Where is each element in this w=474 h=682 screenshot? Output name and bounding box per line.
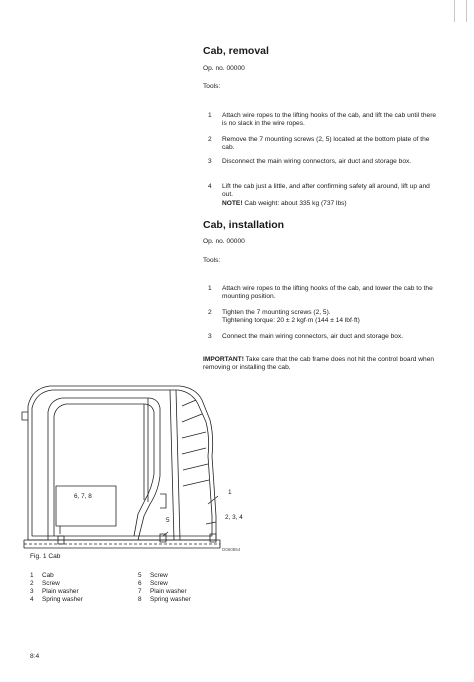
legend-item [138, 580, 168, 588]
legend-number: 2 [30, 580, 34, 587]
legend-label: Cab [42, 572, 54, 579]
step-text: Connect the main wiring connectors, air duct and storage box. [222, 333, 404, 340]
step-number: 3 [208, 158, 212, 165]
step-text: Tighten the 7 mounting screws (2, 5). [222, 309, 331, 316]
legend-item [138, 572, 168, 580]
step-number: 1 [208, 285, 212, 292]
legend-label: Screw [150, 572, 168, 579]
op-number: Op. no. 00000 [203, 65, 245, 72]
legend-number: 6 [138, 580, 142, 587]
legend-number: 7 [138, 588, 142, 595]
legend-label: Screw [150, 580, 168, 587]
note-label: NOTE! [222, 199, 243, 207]
legend-label: Spring washer [150, 596, 191, 603]
tools-label: Tools: [203, 83, 221, 90]
step-body [222, 183, 440, 208]
legend-number: 1 [30, 572, 34, 579]
tools-label: Tools: [203, 257, 221, 264]
legend-number: 3 [30, 588, 34, 595]
step-text: Remove the 7 mounting screws (2, 5) located at the bottom plate of the cab. [222, 136, 430, 152]
legend-label: Plain washer [42, 588, 79, 595]
step-number: 2 [208, 309, 212, 316]
important-label: IMPORTANT! [203, 356, 244, 363]
step-number: 4 [208, 183, 212, 190]
legend-number: 5 [138, 572, 142, 579]
figure-caption: Fig. 1 Cab [30, 553, 61, 560]
legend-item [138, 596, 191, 604]
callout-label: 1 [228, 489, 232, 496]
page-number: 8:4 [30, 653, 40, 660]
step-text: Attach wire ropes to the lifting hooks of the cab, and lower the cab to the mounting position. [222, 285, 433, 301]
step-number: 3 [208, 333, 212, 340]
legend-item [30, 572, 54, 580]
legend-number: 4 [30, 596, 34, 603]
torque-text: Tightening torque: 20 ± 2 kgf·m (144 ± 14 lbf·ft) [222, 317, 360, 325]
legend-number: 8 [138, 596, 142, 603]
note-text: Cab weight: about 335 kg (737 lbs) [244, 199, 347, 207]
callout-label: 5 [166, 517, 170, 524]
step-body [222, 309, 440, 326]
step-number: 1 [208, 112, 212, 119]
section-title-installation: Cab, installation [203, 219, 285, 231]
step-text: Lift the cab just a little, and after confirming safety all around, lift up and out. [222, 183, 430, 199]
important-text: Take care that the cab frame does not hit the control board when removing or installing the cab. [203, 356, 435, 372]
legend-item [30, 580, 60, 588]
op-number: Op. no. 00000 [203, 238, 245, 245]
legend-label: Spring washer [42, 596, 83, 603]
legend-item [138, 588, 187, 596]
important-note [203, 356, 441, 373]
cab-drawing [20, 376, 260, 556]
callout-label: 6, 7, 8 [74, 493, 92, 500]
edge-mark [466, 0, 467, 22]
edge-mark [454, 0, 455, 22]
step-number: 2 [208, 136, 212, 143]
callout-label: 2, 3, 4 [225, 514, 243, 521]
section-title-removal: Cab, removal [203, 45, 269, 57]
step-text: Disconnect the main wiring connectors, air duct and storage box. [222, 158, 412, 165]
legend-label: Screw [42, 580, 60, 587]
legend-label: Plain washer [150, 588, 187, 595]
step-text: Attach wire ropes to the lifting hooks of the cab, and lift the cab until there is no slack in the wire ropes. [222, 112, 437, 128]
drawing-id: D060854 [222, 547, 241, 552]
legend-item [30, 596, 83, 604]
legend-item [30, 588, 79, 596]
